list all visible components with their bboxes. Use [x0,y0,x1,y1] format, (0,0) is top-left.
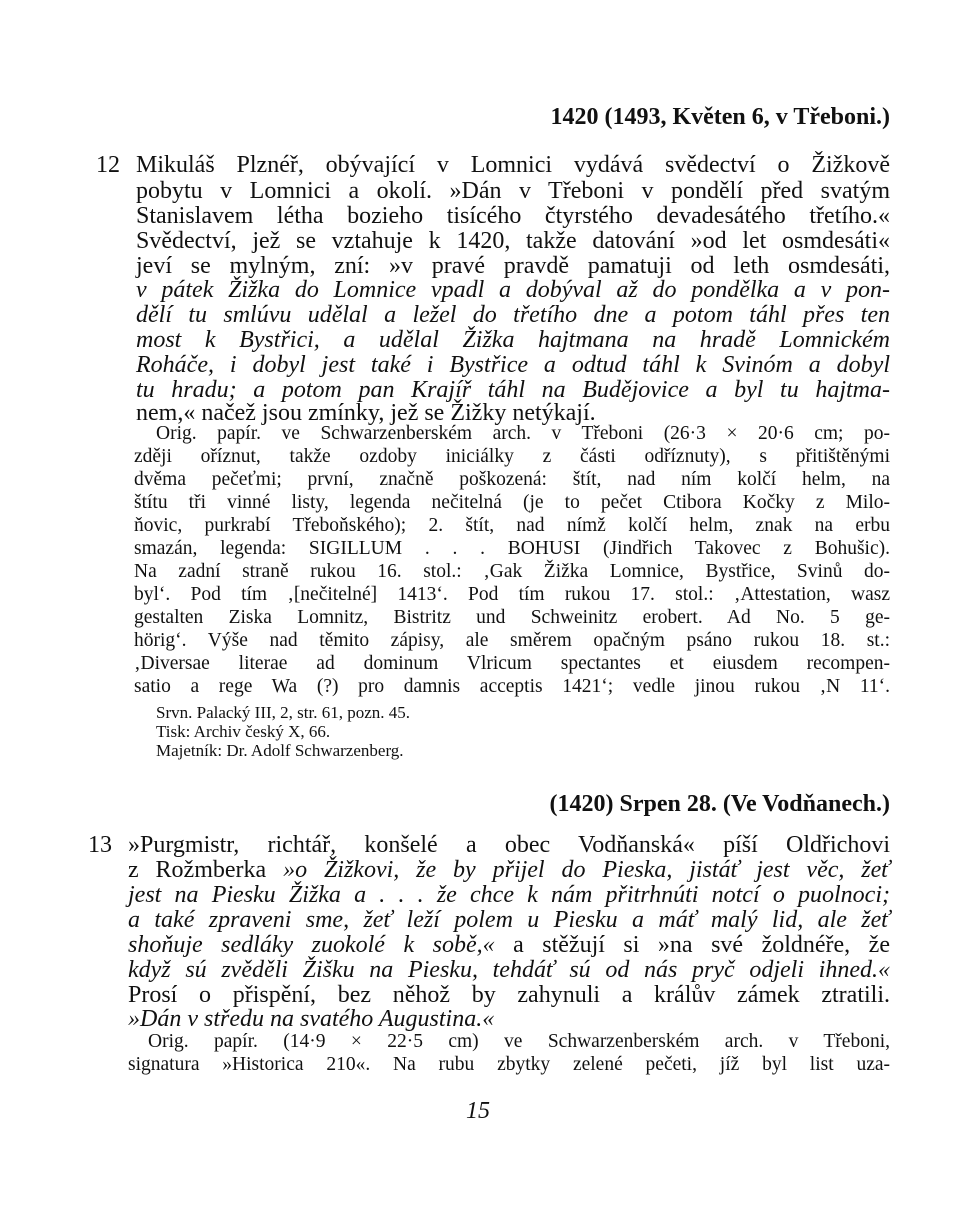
entry-12-line: Stanislavem létha bozieho tisícého čtyrstého devadesátého třetího.« [136,203,890,229]
entry-13-line-text: a také zpraveni sme, žeť leží polem u Piesku a máť malý lid, ale žeť [128,907,890,933]
entry-13-line-italic: »o Žižkovi, že by přijel do Pieska, jistáť jest věc, žeť [283,857,890,883]
entry-12-line [136,277,890,304]
note-line: ‚Diversae literae ad dominum Vlricum spectantes et eiusdem recompen- [134,653,890,674]
entry-13-line [128,882,890,909]
entry-12-line [136,327,890,354]
entry-13-line [128,957,890,984]
entry-12-line: Mikuláš Plznéř, obývající v Lomnici vydává svědectví o Žižkově [136,152,890,178]
note-line: zději oříznut, takže ozdoby iniciálky z části odříznuty), s přitištěnými [134,446,890,467]
entry-12-number: 12 [96,152,120,178]
note-line: Orig. papír. (14·9 × 22·5 cm) ve Schwarzenberském arch. v Třeboni, [148,1031,890,1052]
entry-13-line: »Purgmistr, richtář, konšelé a obec Vodňanská« píší Oldřichovi [128,832,890,858]
entry-12-line-text: tu hradu; a potom pan Krajíř táhl na Budějovice a byl tu hajtma- [136,377,890,403]
note-line: hörig‘. Výše nad těmito zápisy, ale směrem opačným psáno rukou 18. st.: [134,630,890,651]
note-line: gestalten Ziska Lomnitz, Bistritz und Schweinitz erobert. Ad No. 5 ge- [134,607,890,628]
entry-13-line: shoňuje sedláky zuokolé k sobě,« a stěžují si »na své žoldnéře, že [128,932,890,958]
entry-13-heading: (1420) Srpen 28. (Ve Vodňanech.) [549,791,890,817]
entry-13-line: Prosí o přispění, bez něhož by zahynuli a králův zámek ztratili. [128,982,890,1008]
reference-line: Majetník: Dr. Adolf Schwarzenberg. [156,741,404,760]
entry-12-line-text: dělí tu smlúvu udělal a ležel do třetího dne a potom táhl přes ten [136,302,890,328]
entry-13-number: 13 [88,832,112,858]
reference-line: Srvn. Palacký III, 2, str. 61, pozn. 45. [156,703,411,722]
reference-line: Tisk: Archiv český X, 66. [156,722,331,741]
entry-12-line: pobytu v Lomnici a okolí. »Dán v Třeboni v pondělí před svatým [136,178,890,204]
entry-13-line-text: jest na Piesku Žižka a . . . že chce k nám přitrhnúti notcí o puolnoci; [128,882,890,908]
note-line: ňovic, purkrabí Třeboňského); 2. štít, nad nímž kolčí helm, znak na erbu [134,515,890,536]
entry-12-line-text: v pátek Žižka do Lomnice vpadl a dobýval až do pondělka a v pon- [136,277,890,303]
entry-13-line [128,907,890,934]
entry-13-line: z Rožmberka »o Žižkovi, že by přijel do Pieska, jistáť jest věc, žeť [128,857,890,883]
entry-12-line: Svědectví, jež se vztahuje k 1420, takže datování »od let osmdesáti« [136,228,890,254]
note-line: Na zadní straně rukou 16. stol.: ‚Gak Žižka Lomnice, Bystřice, Svinů do- [134,561,890,582]
page-number: 15 [466,1098,490,1124]
entry-13-line [128,1006,494,1033]
note-line: satio a rege Wa (?) pro damnis acceptis 1421‘; vedle jinou rukou ‚N 11‘. [134,676,890,697]
note-line: dvěma pečeťmi; první, značně poškozená: štít, nad ním kolčí helm, na [134,469,890,490]
entry-13-line-text: »Dán v středu na svatého Augustina.« [128,1006,495,1032]
note-line: byl‘. Pod tím ‚[nečitelné] 1413‘. Pod tím rukou 17. stol.: ‚Attestation, wasz [134,584,890,605]
note-line: signatura »Historica 210«. Na rubu zbytky zelené pečeti, jíž byl list uza- [128,1054,890,1075]
entry-12-line [136,352,890,379]
entry-12-heading: 1420 (1493, Květen 6, v Třeboni.) [550,104,890,130]
entry-12-line: nem,« načež jsou zmínky, jež se Žižky netýkají. [136,400,596,426]
note-line: Orig. papír. ve Schwarzenberském arch. v Třeboni (26·3 × 20·6 cm; po- [156,423,890,444]
entry-12-line [136,302,890,329]
entry-13-line-text: když sú zvěděli Žišku na Piesku, tehdáť sú od nás pryč odjeli ihned.« [128,957,890,983]
entry-13-line-italic: shoňuje sedláky zuokolé k sobě,« [128,932,495,958]
note-line: smazán, legenda: SIGILLUM . . . BOHUSI (Jindřich Takovec z Bohušic). [134,538,890,559]
entry-12-line-text: Roháče, i dobyl jest také i Bystřice a odtud táhl k Svinóm a dobyl [136,352,890,378]
entry-12-line-text: most k Bystřici, a udělal Žižka hajtmana na hradě Lomnickém [136,327,890,353]
note-line: štítu tři vinné listy, legenda nečitelná (je to pečet Ctibora Kočky z Milo- [134,492,890,513]
entry-12-line: jeví se mylným, zní: »v pravé pravdě pamatuji od leth osmdesáti, [136,253,890,279]
